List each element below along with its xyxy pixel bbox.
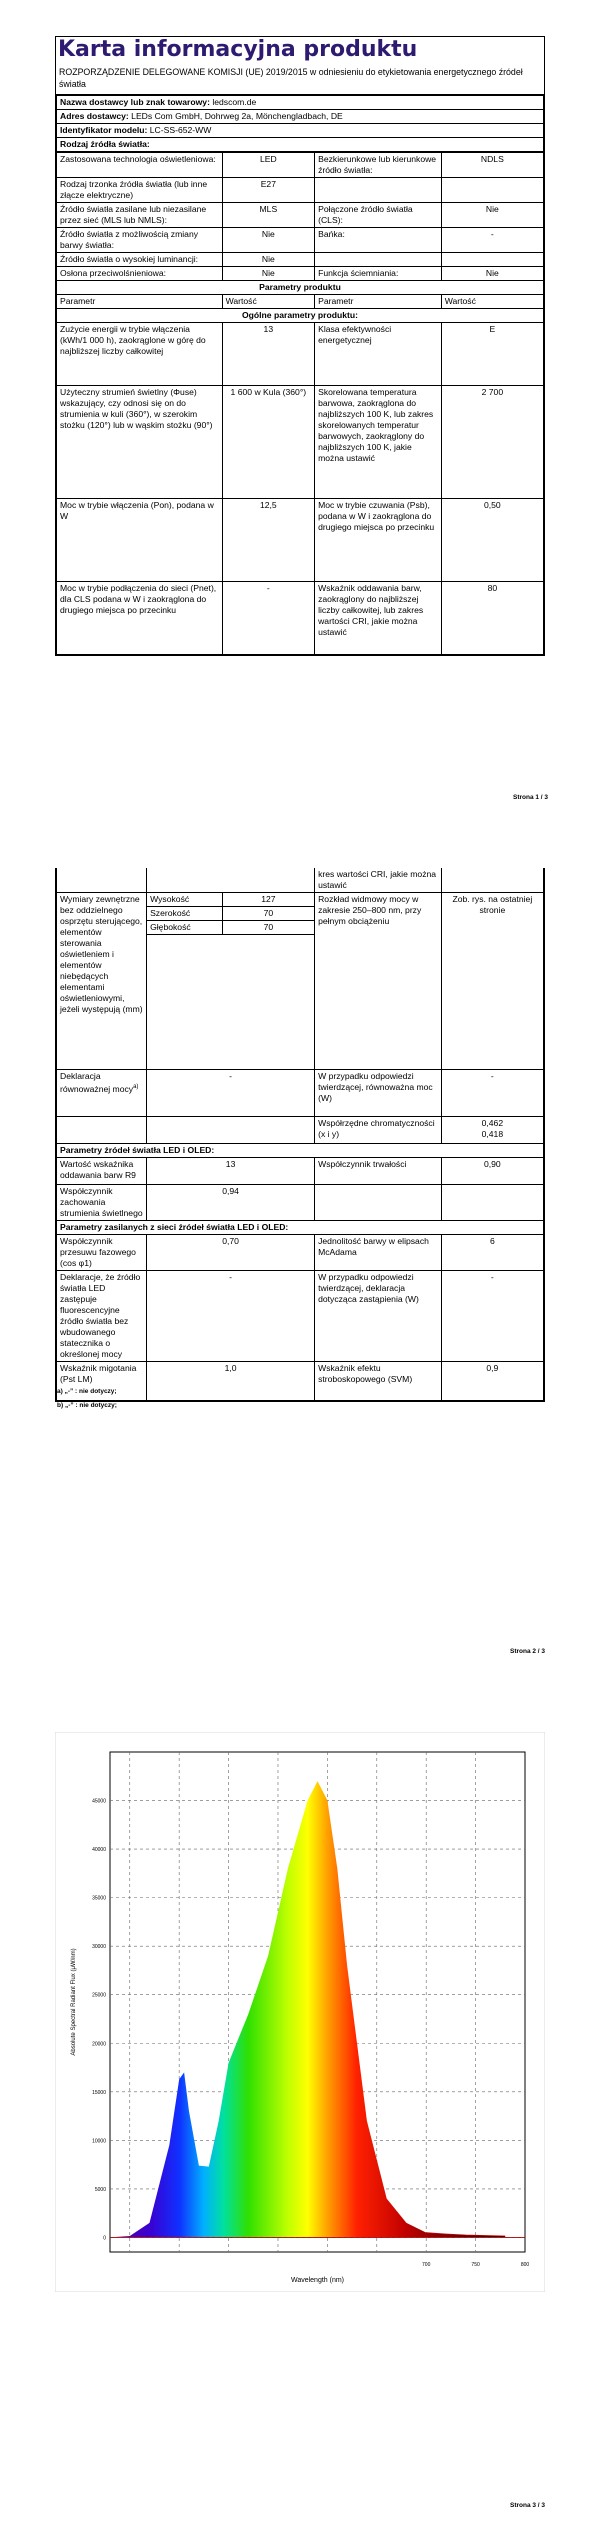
footnote-b: b) „-” : nie dotyczy; [57,1402,117,1409]
y-tick-label: 20000 [92,2041,106,2048]
dimension-label: Wysokość [147,893,222,907]
mains_rows-value: - [147,1271,315,1362]
y-tick-label: 30000 [92,1944,106,1951]
general-param-row [57,323,544,386]
param-label-2: Moc w trybie czuwania (Psb), podana w W i zaokrąglona do drugiego miejsca po przecinku [315,499,442,582]
general-param-row [57,386,544,499]
y-tick-label: 45000 [92,1798,106,1805]
page-title: Karta informacyjna produktu [58,37,418,62]
type-row-value-2 [441,253,543,267]
type-row-value-2: Nie [441,203,543,228]
mains_rows-value-2: 0,9 [441,1362,543,1401]
type-row-label: Zastosowana technologia oświetleniowa: [57,153,223,178]
dimension-label: Głębokość [147,921,222,935]
type-row-label: Źródło światła o wysokiej luminancji: [57,253,223,267]
led_rows-value: 0,94 [147,1185,315,1221]
param-value: 13 [222,323,315,386]
supplier-address-row: Adres dostawcy: LEDs Com GmbH, Dohrweg 2a, Mönchengladbach, DE [57,110,544,124]
mains_rows-row [57,1362,544,1401]
spectral-chart [55,1732,545,2292]
x-tick-label: 750 [471,2262,480,2268]
y-tick-label: 5000 [94,2186,106,2193]
product-params-title: Parametry produktu [57,281,544,295]
y-axis-label: Absolute Spectral Radiant Flux (μW/nm) [71,1948,77,2056]
x-tick-label: 800 [520,2262,530,2268]
y-tick-label: 10000 [92,2138,106,2145]
mains_rows-label: Współczynnik przesuwu fazowego (cos φ1) [57,1235,147,1271]
led_rows-label-2: Współczynnik trwałości [315,1158,442,1185]
x-tick-label: 700 [422,2262,431,2268]
param-value: 1 600 w Kula (360°) [222,386,315,499]
type-row-value: LED [222,153,315,178]
led_rows-row [57,1185,544,1221]
chroma-values: 0,462 0,418 [441,1117,543,1144]
type-row [57,253,544,267]
page-number: Strona 1 / 3 [513,794,549,801]
type-row-value: E27 [222,178,315,203]
type-row-value-2: NDLS [441,153,543,178]
dimensions-subtable [147,893,314,934]
chroma-label: Współrzędne chromatyczności (x i y) [315,1117,442,1144]
type-row-label: Źródło światła z możliwością zmiany barwy światła: [57,228,223,253]
param-label-2: Wskaźnik oddawania barw, zaokrąglony do najbliższej liczby całkowitej, lub zakres wartości CRI, jakie można ustawić [315,582,442,655]
type-row [57,153,544,178]
type-row-value-2 [441,178,543,203]
y-tick-label: 0 [103,2235,106,2242]
type-row-value-2: Nie [441,267,543,281]
type-row-value: Nie [222,228,315,253]
product-sheet-frame [55,36,545,656]
type-row [57,203,544,228]
led_rows-label: Współczynnik zachowania strumienia świetlnego [57,1185,147,1221]
led_rows-value-2 [441,1185,543,1221]
mains_rows-label-2: Jednolitość barwy w elipsach McAdama [315,1235,442,1271]
type-row-value: MLS [222,203,315,228]
x-axis-label: Wavelength (nm) [290,2277,345,2284]
mains_rows-label-2: W przypadku odpowiedzi twierdzącej, deklaracja dotycząca zastąpienia (W) [315,1271,442,1362]
col-value-1: Wartość [222,295,315,309]
led_rows-label: Wartość wskaźnika oddawania barw R9 [57,1158,147,1185]
spectral-value: Zob. rys. na ostatniej stronie [441,893,543,1070]
mains-params-title: Parametry zasilanych z sieci źródeł światła LED i OLED: [57,1221,544,1235]
mains_rows-row [57,1271,544,1362]
page-3 [0,1690,595,2526]
page-number-3: Strona 3 / 3 [510,2502,546,2509]
general-param-row [57,582,544,655]
mains_rows-value-2: 6 [441,1235,543,1271]
footnote-a: a) „-” : nie dotyczy; [57,1388,117,1395]
type-row-label-2: Funkcja ściemniania: [315,267,442,281]
mains_rows-value: 1,0 [147,1362,315,1401]
mains_rows-label: Wskaźnik migotania (Pst LM) [57,1362,147,1401]
mains_rows-label: Deklaracje, że źródło światła LED zastępuje fluorescencyjne źródło światła bez wbudowanego statecznika o określonej mocy [57,1271,147,1362]
equiv-power-label: Deklaracja równoważnej mocy$^{a)}$ [57,1070,147,1117]
regulation-text: ROZPORZĄDZENIE DELEGOWANE KOMISJI (UE) 2019/2015 w odniesieniu do etykietowania energetycznego źródeł światła [56,65,544,95]
y-tick-label: 35000 [92,1895,106,1902]
supplier-name-row: Nazwa dostawcy lub znak towarowy: ledscom.de [57,96,544,110]
dimension-label: Szerokość [147,907,222,921]
param-value: - [222,582,315,655]
spectral-label: Rozkład widmowy mocy w zakresie 250–800 nm, przy pełnym obciążeniu [315,893,442,1070]
param-label: Użyteczny strumień świetlny (Φuse) wskazujący, czy odnosi się on do strumienia w kuli (360°), w szerokim stożku (120°) lub w wąskim stożku (90°) [57,386,223,499]
param-label-2: Skorelowana temperatura barwowa, zaokrąglona do najbliższych 100 K, lub zakres skorelowanych temperatur barwowych, zaokrąglony do najbliższych 100 K, jakie można ustawić [315,386,442,499]
param-label-2: Klasa efektywności energetycznej [315,323,442,386]
dimension-value: 127 [222,893,314,907]
led_rows-value-2: 0,90 [441,1158,543,1185]
type-row-label: Źródło światła zasilane lub niezasilane przez sieć (MLS lub NMLS): [57,203,223,228]
product-sheet-frame-cont [55,868,545,1402]
led-params-title: Parametry źródeł światła LED i OLED: [57,1144,544,1158]
param-value-2: E [441,323,543,386]
param-label: Zużycie energii w trybie włączenia (kWh/1 000 h), zaokrąglone w górę do najbliższej liczby całkowitej [57,323,223,386]
equiv-power-value: - [147,1070,315,1117]
type-row-label-2 [315,178,442,203]
type-row-value: Nie [222,267,315,281]
dimensions-table [56,868,544,1401]
led_rows-row [57,1158,544,1185]
type-row-label-2: Bezkierunkowe lub kierunkowe źródło światła: [315,153,442,178]
type-row-label-2: Połączone źródło światła (CLS): [315,203,442,228]
type-row-value: Nie [222,253,315,267]
page-number-2: Strona 2 / 3 [510,1648,546,1655]
param-value-2: 0,50 [441,499,543,582]
page-2 [0,840,595,1690]
type-row-label-2: Bańka: [315,228,442,253]
led_rows-value: 13 [147,1158,315,1185]
type-row-value-2: - [441,228,543,253]
y-tick-label: 15000 [92,2089,106,2096]
dimension-value: 70 [263,922,274,932]
col-param-2: Parametr [315,295,442,309]
mains_rows-value-2: - [441,1271,543,1362]
y-tick-label: 40000 [92,1847,106,1854]
type-row [57,267,544,281]
cri-range-cont: kres wartości CRI, jakie można ustawić [315,868,442,893]
dimensions-label: Wymiary zewnętrzne bez oddzielnego osprzętu sterującego, elementów sterowania oświetleniem i elementów niebędących elementami oświetleniowymi, jeżeli występują (mm) [57,893,147,1070]
type-row [57,178,544,203]
col-value-2: Wartość [441,295,543,309]
dimension-row [147,893,314,907]
equiv-power-l2: W przypadku odpowiedzi twierdzącej, równoważna moc (W) [315,1070,442,1117]
led_rows-label-2 [315,1185,442,1221]
type-row [57,228,544,253]
equiv-power-v2: - [441,1070,543,1117]
type-row-label: Rodzaj trzonka źródła światła (lub inne złącze elektryczne) [57,178,223,203]
type-row-label-2 [315,253,442,267]
dimension-row [147,907,314,921]
param-value-2: 80 [441,582,543,655]
light-source-type-heading: Rodzaj źródła światła: [57,138,544,152]
mains_rows-row [57,1235,544,1271]
general-param-row [57,499,544,582]
general-params-title: Ogólne parametry produktu: [57,309,544,323]
model-row: Identyfikator modelu: LC-SS-652-WW [57,124,544,138]
type-table [56,152,544,655]
param-label: Moc w trybie włączenia (Pon), podana w W [57,499,223,582]
type-row-label: Osłona przeciwolśnieniowa: [57,267,223,281]
param-label: Moc w trybie podłączenia do sieci (Pnet), dla CLS podana w W i zaokrąglona do drugiego miejsca po przecinku [57,582,223,655]
mains_rows-label-2: Wskaźnik efektu stroboskopowego (SVM) [315,1362,442,1401]
col-param-1: Parametr [57,295,223,309]
dimension-value: 70 [222,907,314,921]
param-value: 12,5 [222,499,315,582]
page-1 [0,0,595,840]
param-value-2: 2 700 [441,386,543,499]
supplier-table [56,95,544,152]
dimension-row [147,921,314,935]
y-tick-label: 25000 [92,1992,106,1999]
mains_rows-value: 0,70 [147,1235,315,1271]
